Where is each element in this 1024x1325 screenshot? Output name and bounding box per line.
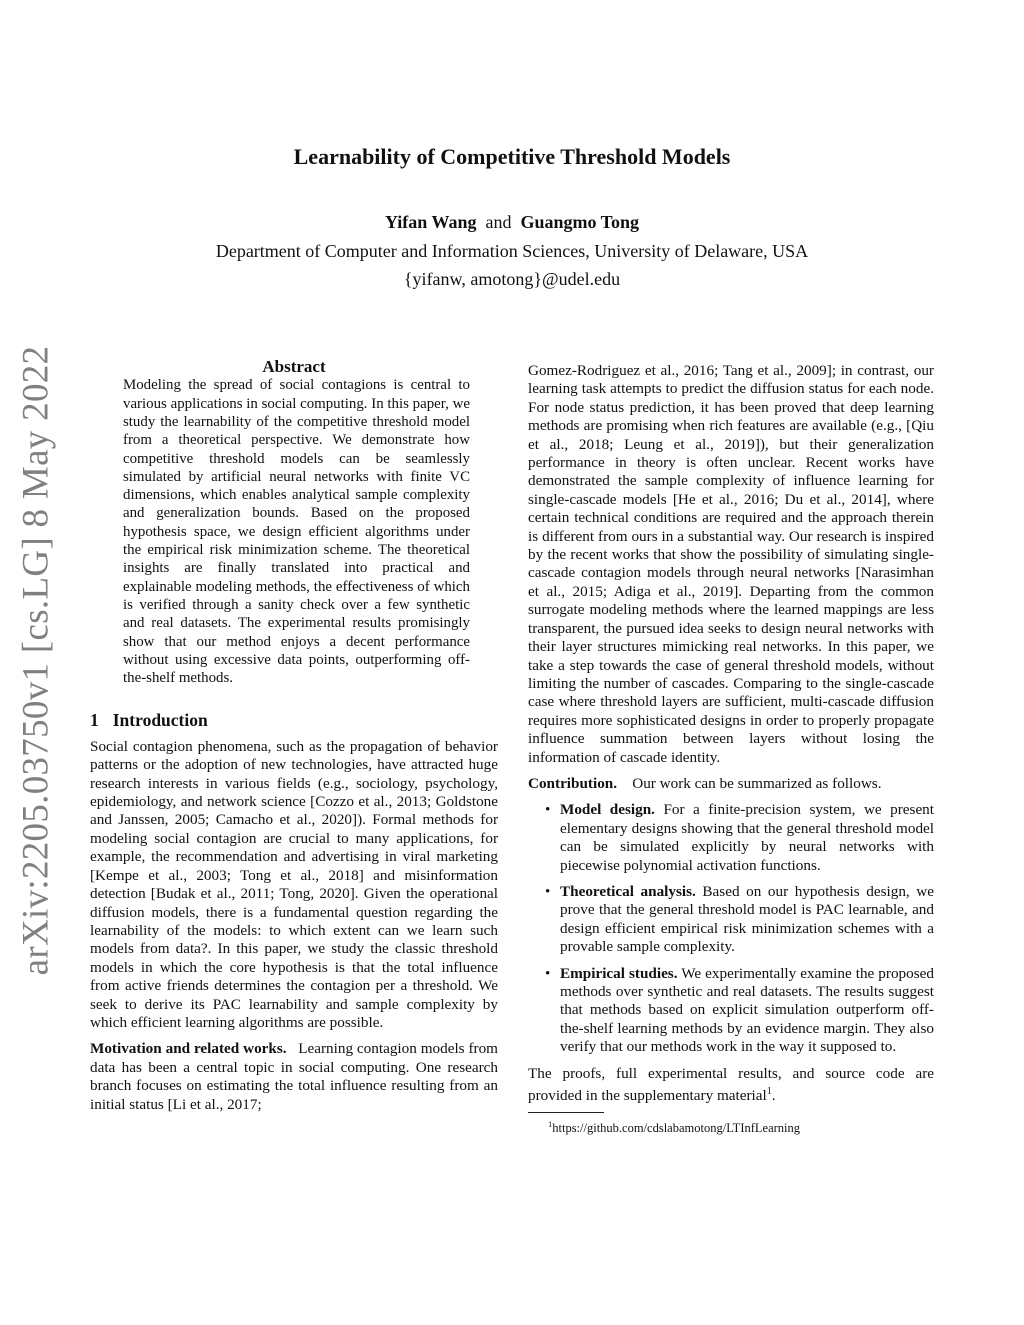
intro-number: 1	[90, 710, 99, 731]
contribution-paragraph	[528, 775, 934, 793]
bullet-icon: •	[545, 882, 551, 900]
paper-title: Learnability of Competitive Threshold Models	[293, 144, 731, 169]
list-item	[528, 801, 934, 875]
motivation-text: Learning contagion models from data has been a central topic in social computing. One research branch focuses on estimating the total influence resulting from an initial status [Li et al., 2017;	[90, 1040, 498, 1113]
bullet-label: Empirical studies.	[560, 964, 678, 982]
bullet-icon: •	[545, 801, 551, 819]
intro-title: Introduction	[112, 710, 208, 731]
bullet-label: Theoretical analysis.	[560, 882, 696, 900]
closing-text: The proofs, full experimental results, and source code are provided in the supplementary material	[528, 1064, 934, 1105]
arxiv-stamp	[8, 345, 64, 975]
author-first: Yifan Wang	[384, 212, 477, 232]
right-column	[528, 362, 934, 1136]
bullet-text: Based on our hypothesis design, we prove that the general threshold model is PAC learnable, and design efficient empirical risk minimization schemes with a provable sample complexity.	[560, 882, 934, 956]
intro-paragraph-1: Social contagion phenomena, such as the propagation of behavior patterns or the adoption of new technologies, have attracted huge research interests in various fields (e.g., sociology, psychology, epidemiology, and network science [Cozzo et al., 2013; Goldstone and Janssen, 2005; Camacho et al., 2020]). Formal methods for modeling social contagion are crucial to many applications, for example, the recommendation and advertising in viral marketing [Kempe et al., 2003; Tong et al., 2018] and misinformation detection [Budak et al., 2011; Tong, 2020]. Given the operational diffusion models, there is a fundamental question regarding the learnability of the models: to which extent can we learn such models from data?. In this paper, we study the classic threshold models in which the core hypothesis is that the total influence from active friends determines the contagion per a threshold. We seek to derive its PAC learnability and sample complexity by which efficient learning algorithms are possible.	[90, 737, 498, 1031]
bullet-text: For a finite-precision system, we present elementary designs showing that the general threshold model can be simulated explicitly by neural networks with piecewise polynomial activation functions.	[560, 801, 934, 874]
affiliation: Department of Computer and Information Sciences, University of Delaware, USA	[215, 241, 809, 261]
abstract-heading: Abstract	[262, 357, 326, 376]
list-item	[528, 883, 934, 957]
contribution-text: Our work can be summarized as follows.	[632, 774, 882, 792]
footnote-link[interactable]: https://github.com/cdslabamotong/LTInfLearning	[552, 1120, 801, 1135]
author-and: and	[485, 212, 512, 232]
abstract-section	[90, 358, 498, 687]
bullet-text: We experimentally examine the proposed methods over synthetic and real datasets. The results suggest that methods based on explicit simulation outperform off-the-shelf learning methods by an evidence margin. They also verify that our methods work in the way it supposed to.	[560, 964, 934, 1056]
footnote-number: 1	[548, 1118, 553, 1129]
intro-heading	[90, 711, 498, 729]
footnote-marker: 1	[766, 1086, 772, 1098]
closing-period: .	[771, 1087, 776, 1105]
footnote	[528, 1117, 934, 1136]
footnote-divider	[528, 1112, 604, 1113]
email: {yifanw, amotong}@udel.edu	[403, 269, 621, 289]
bullet-icon: •	[545, 964, 551, 982]
intro-paragraph-2	[90, 1040, 498, 1114]
right-paragraph-1: Gomez-Rodriguez et al., 2016; Tang et al., 2009]; in contrast, our learning task attempts to predict the diffusion status for each node. For node status prediction, it has been proved that deep learning methods are promising when rich features are available (e.g., [Qiu et al., 2018; Leung et al., 2019]), but their generalization performance in theory is often unclear. Recent works have demonstrated the sample complexity of influence learning for single-cascade models [He et al., 2016; Du et al., 2014], where certain technical conditions are required and the approach therein is different from ours in a substantial way. Our research is inspired by the recent works that show the possibility of simulating single-cascade contagion models through neural networks [Narasimhan et al., 2015; Adiga et al., 2019]. Departing from the common surrogate modeling methods where the learned mappings are less transparent, the pursued idea seeks to design neural networks with their layer structures mimicking real networks. In this paper, we take a step towards the case of general threshold models, without limiting the number of cascades. Comparing to the single-cascade case where threshold layers are sufficient, multi-cascade diffusion requires more sophisticated designs in order to properly propagate influence summation between layers without losing the information of cascade identity.	[528, 362, 934, 766]
motivation-label: Motivation and related works.	[90, 1040, 287, 1058]
bullet-label: Model design.	[560, 801, 655, 819]
closing-paragraph	[528, 1065, 934, 1106]
left-column	[90, 358, 498, 1114]
list-item	[528, 965, 934, 1057]
contribution-list	[528, 801, 934, 1056]
abstract-body: Modeling the spread of social contagions is central to various applications in social computing. In this paper, we study the learnability of the competitive threshold model from a theoretical perspective. We demonstrate how competitive threshold models can be seamlessly simulated by artificial neural networks with finite VC dimensions, which enables analytical sample complexity and generalization bounds. Based on the proposed hypothesis space, we design efficient algorithms under the empirical risk minimization scheme. The theoretical insights are finally translated into practical and explainable modeling methods, the effectiveness of which is verified through a sanity check over a few synthetic and real datasets. The experimental results promisingly show that our method enjoys a decent performance without using excessive data points, outperforming off-the-shelf methods.	[123, 377, 470, 687]
author-second: Guangmo Tong	[520, 212, 640, 232]
arxiv-stamp-text: arXiv:2205.03750v1 [cs.LG] 8 May 2022	[15, 345, 57, 975]
author-line	[0, 212, 1024, 233]
contribution-label: Contribution.	[528, 774, 618, 792]
